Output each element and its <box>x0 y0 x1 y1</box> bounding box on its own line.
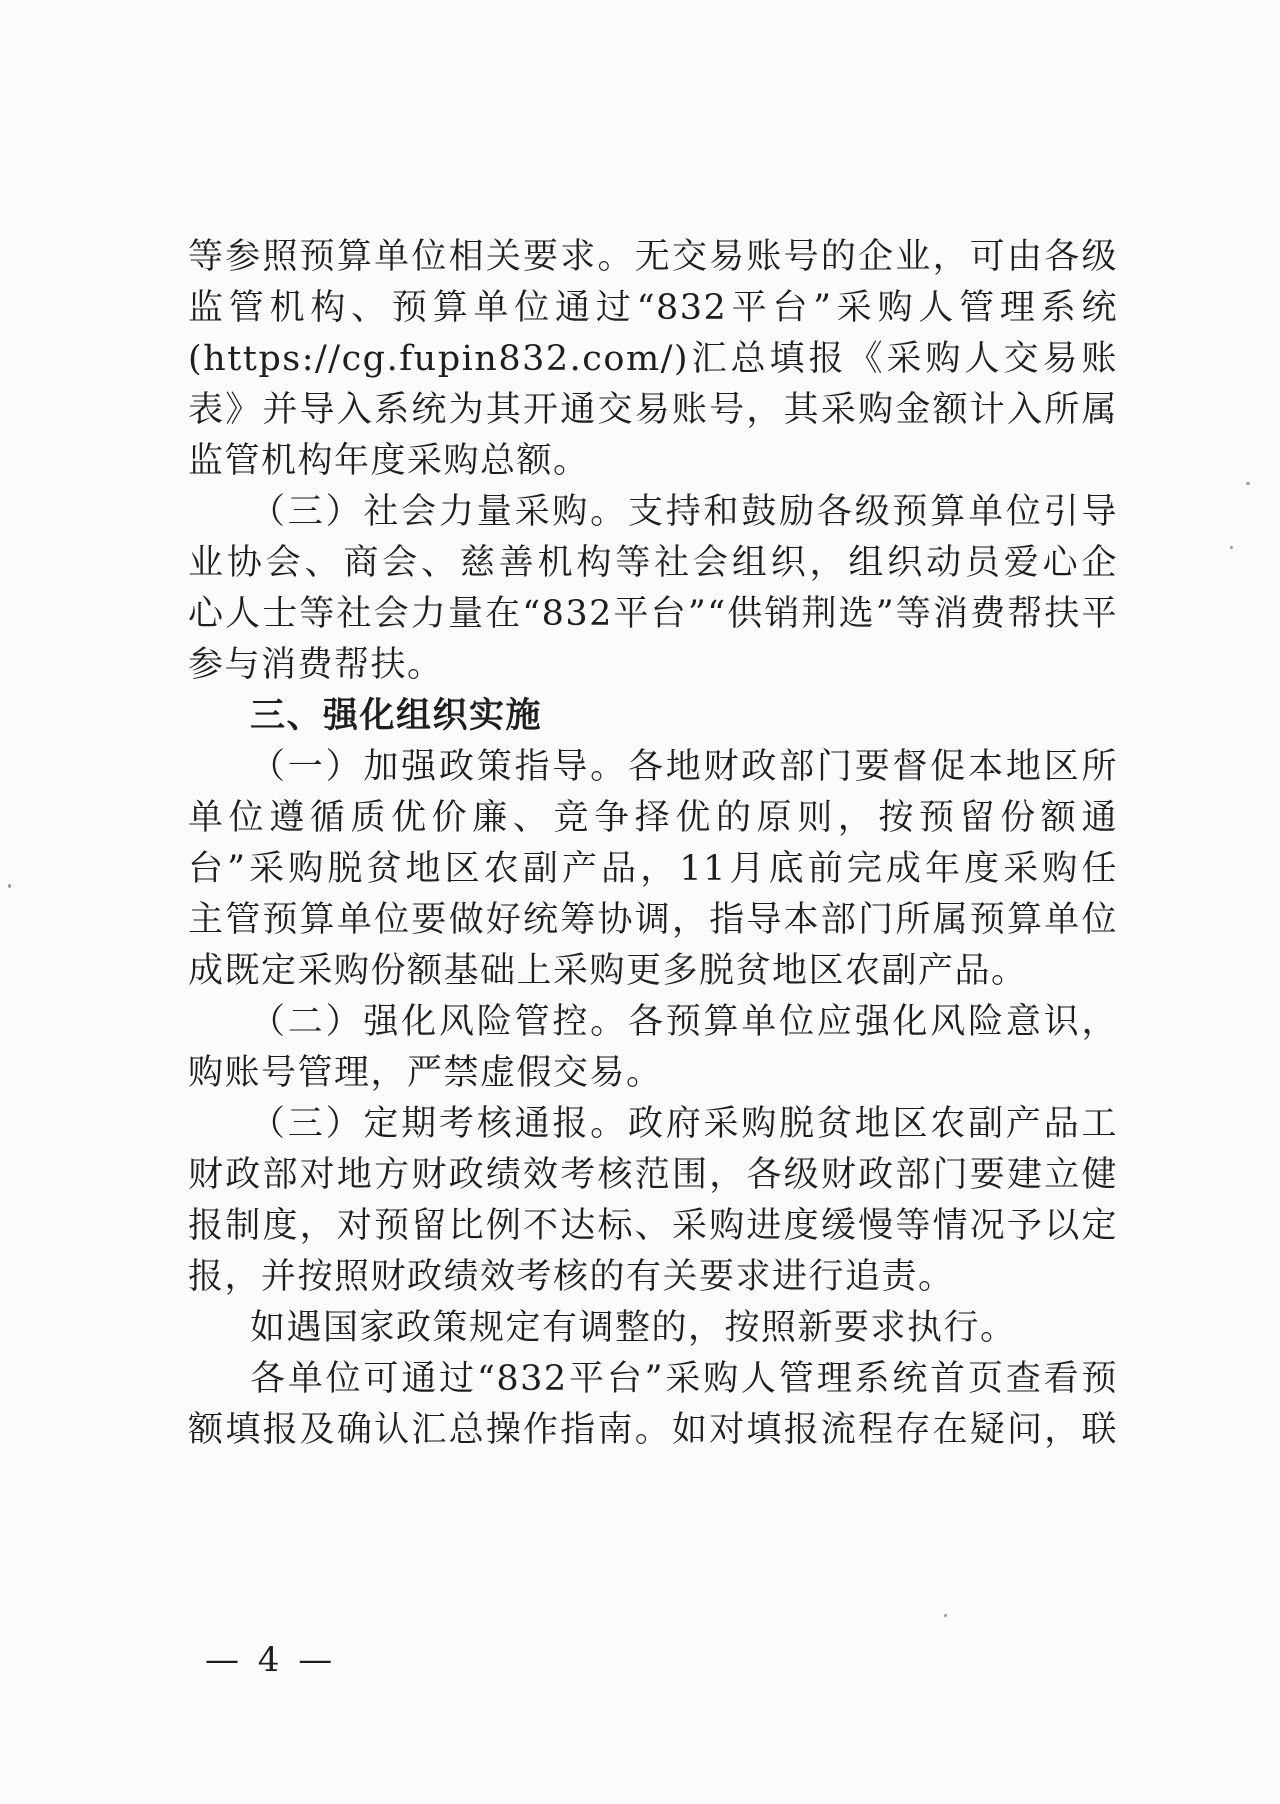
body-line: 额填报及确认汇总操作指南。如对填报流程存在疑问，联 <box>188 1410 1118 1450</box>
body-line: 表》并导入系统为其开通交易账号，其采购金额计入所属 <box>188 390 1118 430</box>
section-heading: 三、强化组织实施 <box>250 696 543 736</box>
paragraph-start-line: （三）定期考核通报。政府采购脱贫地区农副产品工 <box>250 1104 1118 1144</box>
body-line: 单位遵循质优价廉、竞争择优的原则，按预留份额通 <box>188 798 1118 838</box>
body-line: 监管机构年度采购总额。 <box>188 441 590 481</box>
document-body <box>188 232 1118 1456</box>
page-number: — 4 — <box>205 1640 337 1680</box>
paragraph-start-line: （三）社会力量采购。支持和鼓励各级预算单位引导 <box>250 492 1118 532</box>
paragraph-start-line: 各单位可通过“832平台”采购人管理系统首页查看预 <box>250 1359 1118 1399</box>
scan-speck <box>8 884 11 888</box>
body-line: (https://cg.fupin832.com/)汇总填报《采购人交易账 <box>188 339 1118 379</box>
body-line: 报，并按照财政绩效考核的有关要求进行追责。 <box>188 1257 955 1297</box>
paragraph-start-line: （二）强化风险管控。各预算单位应强化风险意识， <box>250 1002 1118 1042</box>
body-line: 财政部对地方财政绩效考核范围，各级财政部门要建立健 <box>188 1155 1118 1195</box>
scan-speck <box>944 1614 947 1617</box>
body-line: 主管预算单位要做好统筹协调，指导本部门所属预算单位 <box>188 900 1118 940</box>
body-line: 参与消费帮扶。 <box>188 645 444 685</box>
body-line: 心人士等社会力量在“832平台”“供销荆选”等消费帮扶平 <box>188 594 1118 634</box>
paragraph-start-line: （一）加强政策指导。各地财政部门要督促本地区所 <box>250 747 1118 787</box>
body-line: 报制度，对预留比例不达标、采购进度缓慢等情况予以定 <box>188 1206 1118 1246</box>
scan-speck <box>1230 546 1233 549</box>
body-line: 监管机构、预算单位通过“832平台”采购人管理系统 <box>188 288 1118 328</box>
body-line: 业协会、商会、慈善机构等社会组织，组织动员爱心企 <box>188 543 1118 583</box>
body-line: 台”采购脱贫地区农副产品，11月底前完成年度采购任 <box>188 849 1118 889</box>
scan-speck <box>1246 482 1250 485</box>
body-line: 购账号管理，严禁虚假交易。 <box>188 1053 663 1093</box>
paragraph-start-line: 如遇国家政策规定有调整的，按照新要求执行。 <box>250 1308 1017 1348</box>
body-line: 成既定采购份额基础上采购更多脱贫地区农副产品。 <box>188 951 1028 991</box>
body-line: 等参照预算单位相关要求。无交易账号的企业，可由各级 <box>188 237 1118 277</box>
